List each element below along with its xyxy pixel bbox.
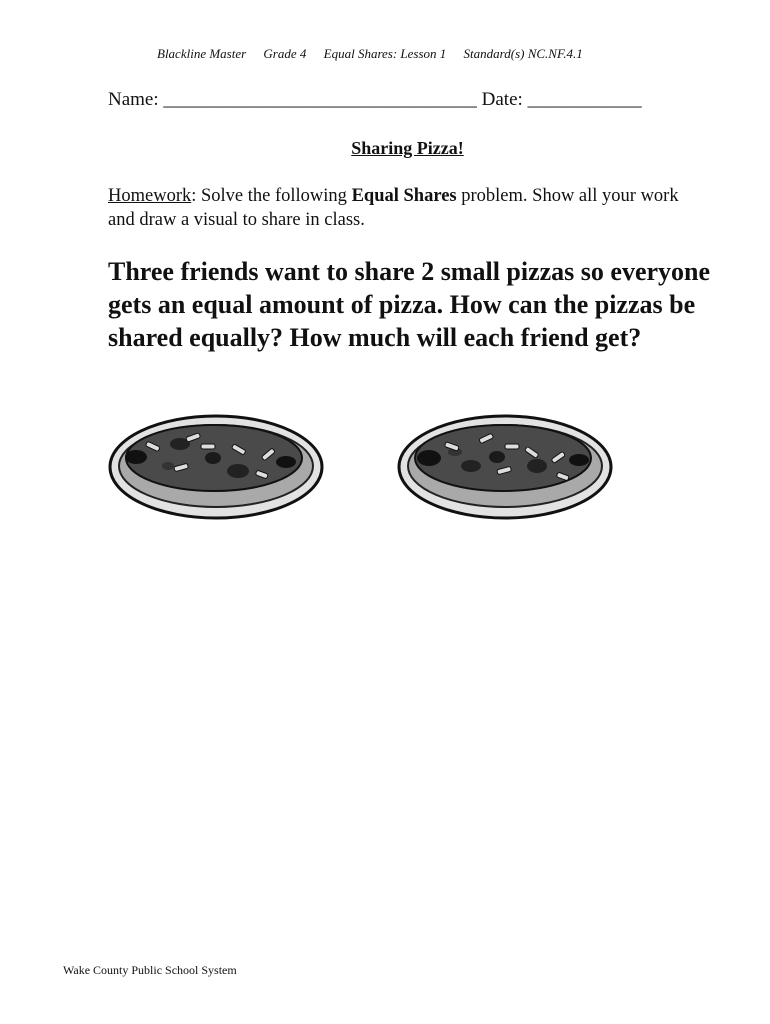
problem-statement: Three friends want to share 2 small pizzas so everyone gets an equal amount of pizza. How can the pizzas be shared equally? How much will each friend get? — [108, 257, 711, 352]
name-blank: _________________________________ — [163, 89, 477, 110]
date-label: Date: — [481, 89, 523, 110]
homework-instructions — [108, 184, 708, 232]
name-date-line — [108, 89, 642, 111]
page-header — [157, 46, 597, 62]
header-lesson: Equal Shares: Lesson 1 — [323, 46, 447, 61]
page-title: Sharing Pizza! — [351, 138, 464, 158]
homework-bold-term: Equal Shares — [351, 186, 457, 206]
homework-text-2: problem. Show all your work and draw a visual to share in class. — [108, 186, 679, 230]
pizza-icon — [397, 414, 613, 520]
homework-text-1: : Solve the following — [191, 186, 352, 206]
header-grade: Grade 4 — [263, 46, 307, 61]
homework-label: Homework — [108, 186, 192, 206]
header-master: Blackline Master — [157, 46, 247, 61]
pizza-icon — [108, 414, 324, 520]
date-blank: ____________ — [527, 89, 642, 110]
header-standard: Standard(s) NC.NF.4.1 — [463, 46, 583, 61]
footer-text: Wake County Public School System — [63, 963, 237, 977]
name-label: Name: — [108, 89, 159, 110]
